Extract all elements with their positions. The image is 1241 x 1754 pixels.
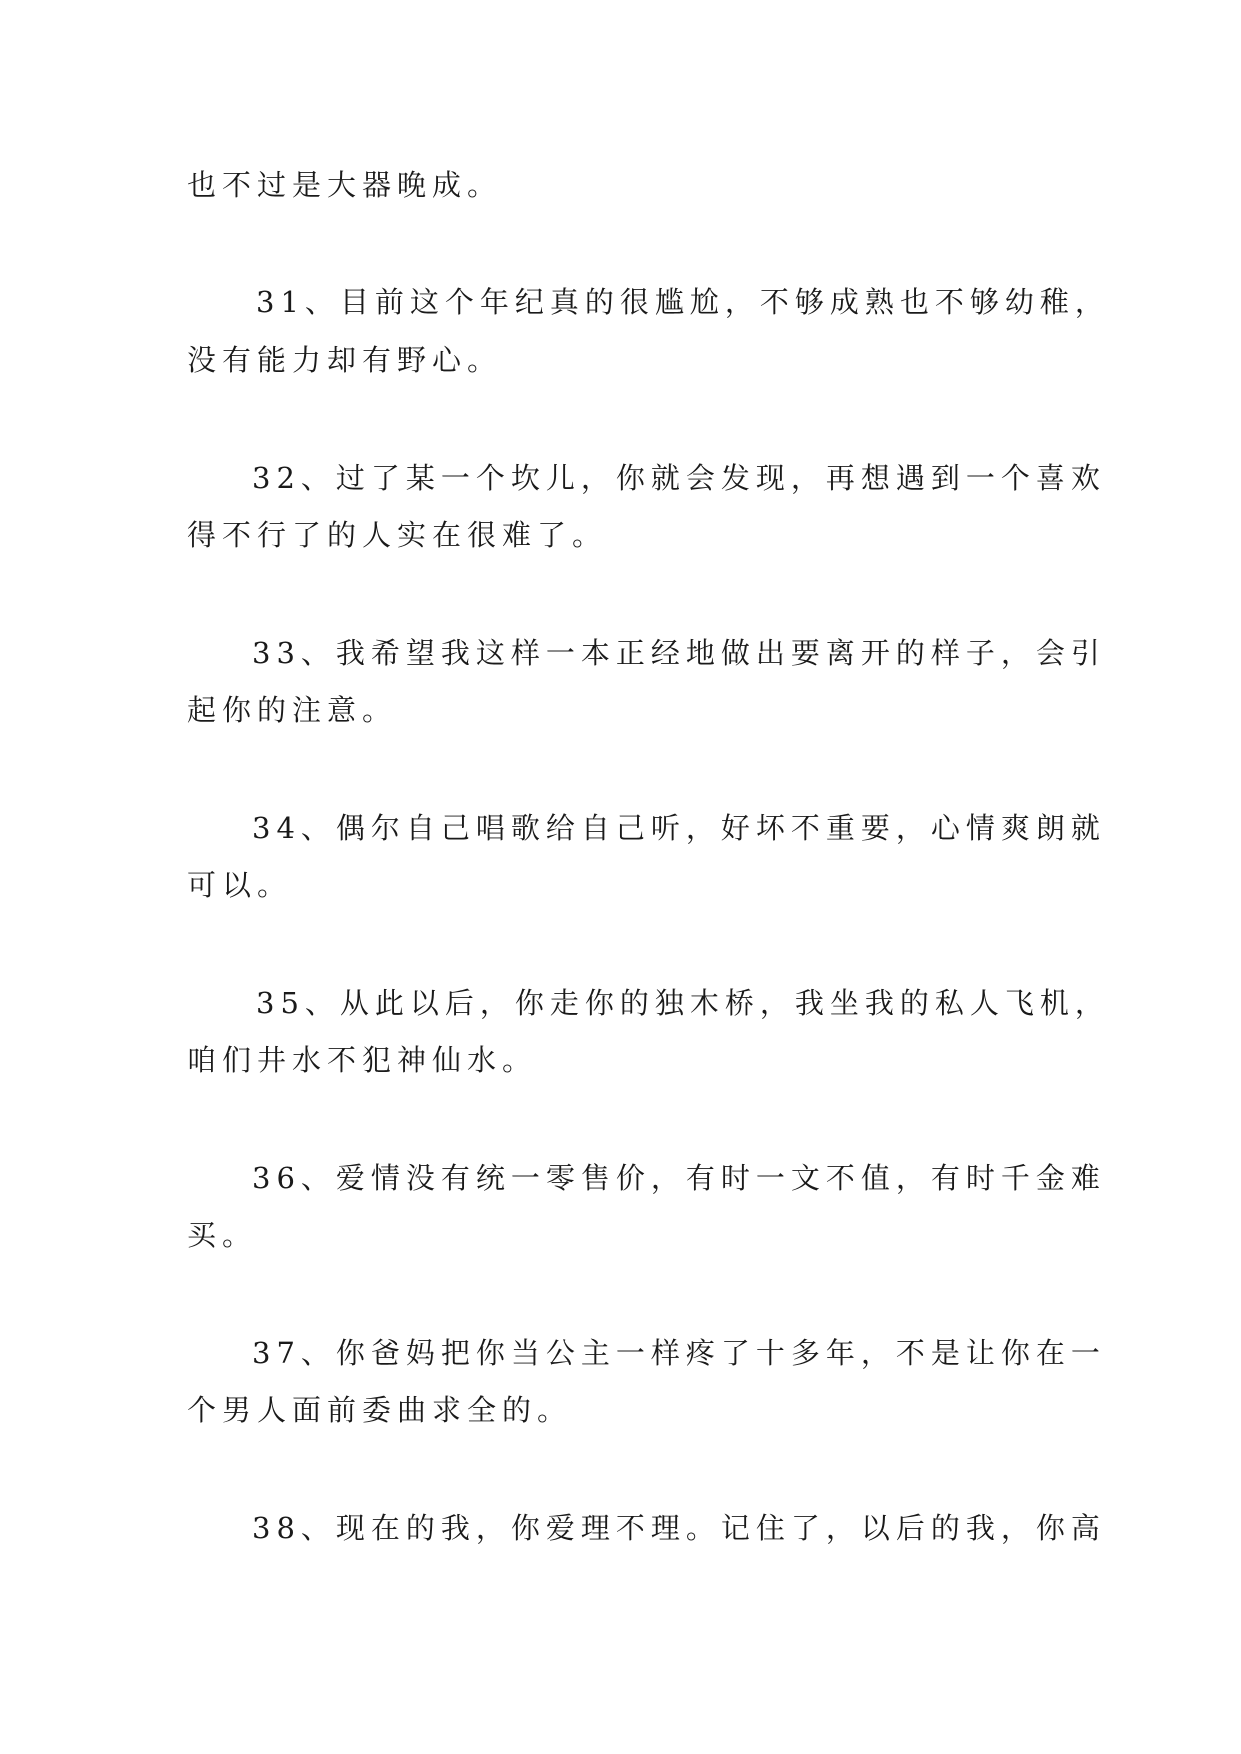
- paragraph-37-line-1: 37、你爸妈把你当公主一样疼了十多年，不是让你在一: [252, 1336, 1106, 1370]
- paragraph-31-line-2: 没有能力却有野心。: [187, 343, 503, 377]
- paragraph-34-line-2: 可以。: [187, 868, 293, 902]
- paragraph-36-line-2: 买。: [187, 1218, 258, 1252]
- paragraph-35-line-1: 35、从此以后，你走你的独木桥，我坐我的私人飞机，: [256, 986, 1110, 1020]
- paragraph-32-line-2: 得不行了的人实在很难了。: [187, 518, 608, 552]
- paragraph-33-line-2: 起你的注意。: [187, 693, 398, 727]
- paragraph-35-line-2: 咱们井水不犯神仙水。: [187, 1043, 538, 1077]
- paragraph-32-line-1: 32、过了某一个坎儿，你就会发现，再想遇到一个喜欢: [252, 461, 1106, 495]
- paragraph-38-line-1: 38、现在的我，你爱理不理。记住了，以后的我，你高: [252, 1511, 1106, 1545]
- paragraph-36-line-1: 36、爱情没有统一零售价，有时一文不值，有时千金难: [252, 1161, 1106, 1195]
- paragraph-33-line-1: 33、我希望我这样一本正经地做出要离开的样子，会引: [252, 636, 1106, 670]
- paragraph-34-line-1: 34、偶尔自己唱歌给自己听，好坏不重要，心情爽朗就: [252, 811, 1106, 845]
- paragraph-31-line-1: 31、目前这个年纪真的很尴尬，不够成熟也不够幼稚，: [256, 285, 1110, 319]
- paragraph-continuation-line: 也不过是大器晚成。: [187, 168, 503, 202]
- paragraph-37-line-2: 个男人面前委曲求全的。: [187, 1393, 573, 1427]
